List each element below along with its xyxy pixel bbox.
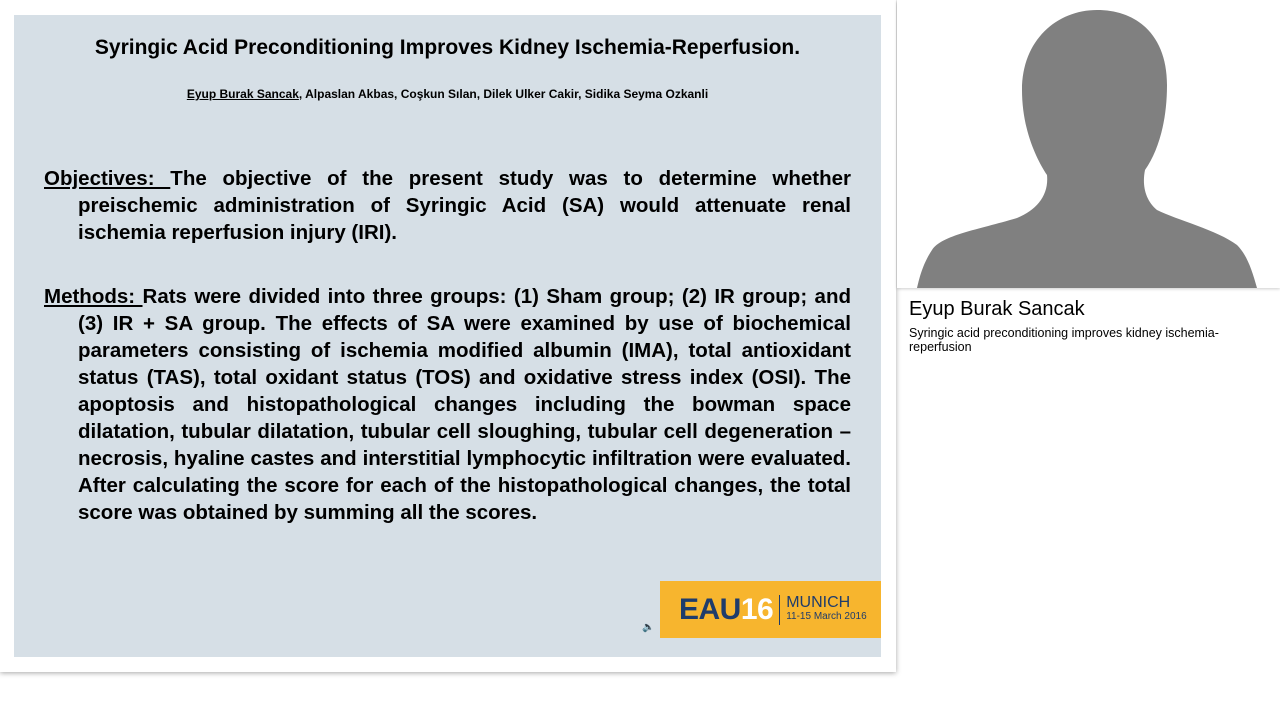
- objectives-text: The objective of the present study was to determine whether preischemic administration of Syringic Acid (SA) would attenuate renal ischemia reperfusion injury (IRI).: [78, 167, 851, 244]
- talk-title: Syringic acid preconditioning improves kidney ischemia-reperfusion: [909, 326, 1219, 354]
- logo-eau: [679, 593, 773, 627]
- logo-divider: [779, 595, 780, 625]
- methods-label: Methods:: [44, 285, 143, 308]
- logo-city-block: [786, 593, 867, 624]
- logo-year: 16: [740, 592, 774, 626]
- methods-text: Rats were divided into three groups: (1) Sham group; (2) IR group; and (3) IR + SA group. The effects of SA were examined by use of biochemical parameters consisting of ischemia modified albumin (IMA), total antioxidant status (TAS), total oxidant status (TOS) and oxidative stress index (OSI). The apoptosis and histopathological changes including the bowman space dilatation, tubular dilatation, tubular cell sloughing, tubular cell degeneration – necrosis, hyaline castes and interstitial lymphocytic infiltration were evaluated. After calculating the score for each of the histopathological changes, the total score was obtained by summing all the scores.: [78, 285, 852, 524]
- slide-title: Syringic Acid Preconditioning Improves Kidney Ischemia-Reperfusion.: [94, 36, 801, 59]
- logo-dates: 11-15 March 2016: [786, 610, 867, 622]
- speaker-photo-placeholder: [897, 0, 1280, 288]
- objectives-paragraph: [44, 165, 851, 246]
- logo-city: MUNICH: [786, 593, 851, 611]
- person-silhouette-icon: [897, 0, 1280, 288]
- author-list: [14, 87, 881, 101]
- presentation-slide: [14, 15, 881, 657]
- objectives-label: Objectives:: [44, 167, 171, 190]
- methods-paragraph: [44, 283, 851, 526]
- co-authors: , Alpaslan Akbas, Coşkun Sılan, Dilek Ulker Cakir, Sidika Seyma Ozkanli: [298, 87, 709, 101]
- presenting-author: Eyup Burak Sancak: [186, 87, 299, 101]
- speaker-name: Eyup Burak Sancak: [909, 298, 1085, 320]
- logo-eau-text: EAU: [679, 592, 741, 626]
- eau16-logo: [660, 581, 881, 638]
- speaker-icon: 🔈: [642, 622, 655, 633]
